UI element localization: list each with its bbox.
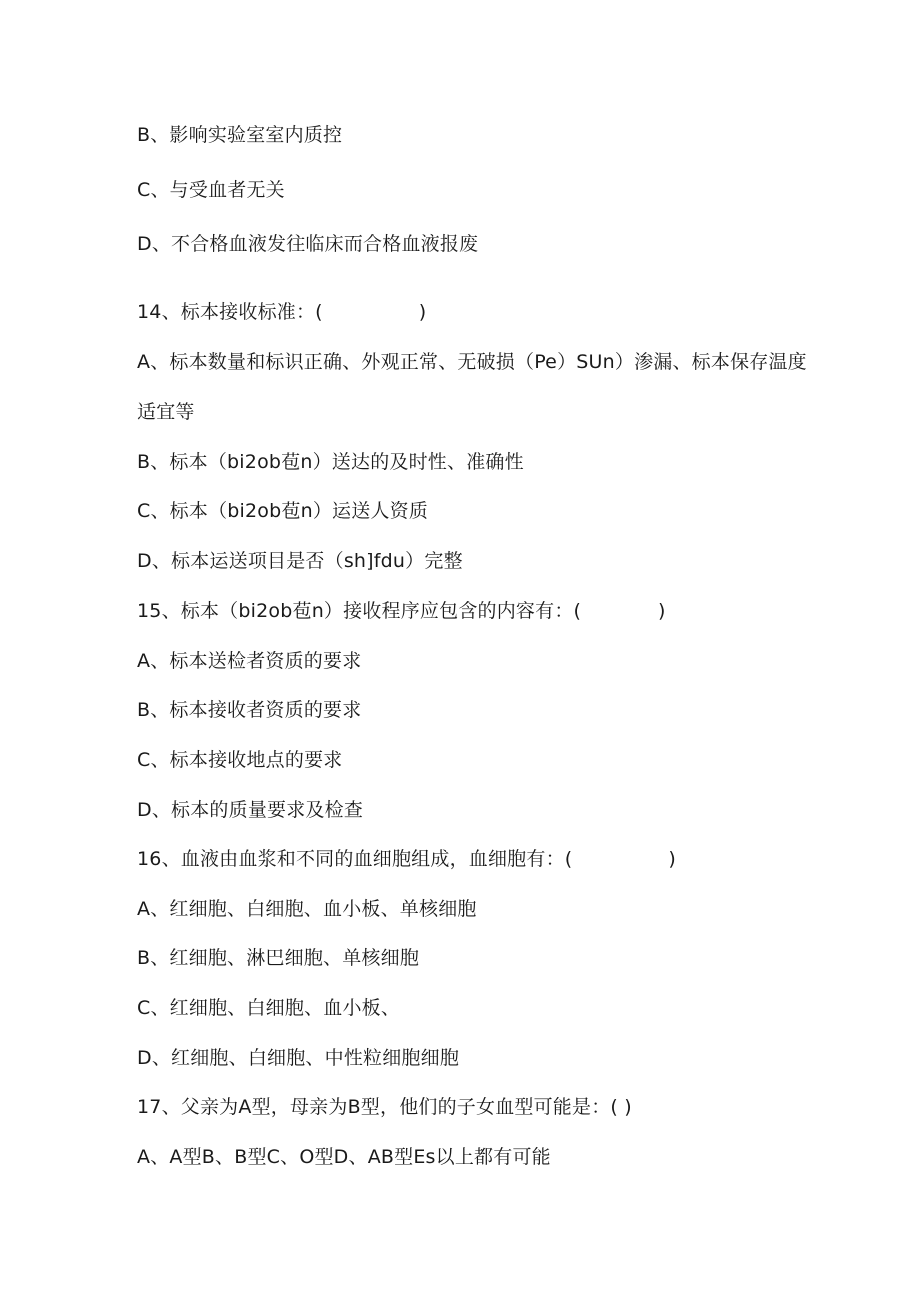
q14-option-a-line-2: 适宜等	[137, 401, 195, 423]
q16-option-a: A、红细胞、白细胞、血小板、单核细胞	[137, 898, 477, 920]
q14-option-d: D、标本运送项目是否（sh]fdu）完整	[137, 550, 463, 572]
q16-option-d: D、红细胞、白细胞、中性粒细胞细胞	[137, 1047, 460, 1069]
q17-options: A、A型B、B型C、O型D、AB型Es以上都有可能	[137, 1146, 551, 1168]
q14-question: 14、标本接收标准：( )	[137, 301, 427, 323]
q17-question: 17、父亲为A型，母亲为B型，他们的子女血型可能是：( )	[137, 1096, 632, 1118]
q13-option-d: D、不合格血液发往临床而合格血液报废	[137, 233, 479, 255]
q16-question: 16、血液由血浆和不同的血细胞组成，血细胞有：( )	[137, 848, 677, 870]
q13-option-c: C、与受血者无关	[137, 179, 285, 201]
q15-question: 15、标本（bi2ob苞n）接收程序应包含的内容有：( )	[137, 600, 666, 622]
q15-option-a: A、标本送检者资质的要求	[137, 650, 362, 672]
q15-option-b: B、标本接收者资质的要求	[137, 699, 362, 721]
q15-option-d: D、标本的质量要求及检查	[137, 799, 364, 821]
q16-option-b: B、红细胞、淋巴细胞、单核细胞	[137, 947, 420, 969]
q14-option-b: B、标本（bi2ob苞n）送达的及时性、准确性	[137, 451, 524, 473]
q13-option-b: B、影响实验室室内质控	[137, 124, 343, 146]
q16-option-c: C、红细胞、白细胞、血小板、	[137, 997, 401, 1019]
q15-option-c: C、标本接收地点的要求	[137, 749, 343, 771]
q14-option-c: C、标本（bi2ob苞n）运送人资质	[137, 500, 429, 522]
q14-option-a-line-1: A、标本数量和标识正确、外观正常、无破损（Pe）SUn）渗漏、标本保存温度	[137, 351, 807, 373]
